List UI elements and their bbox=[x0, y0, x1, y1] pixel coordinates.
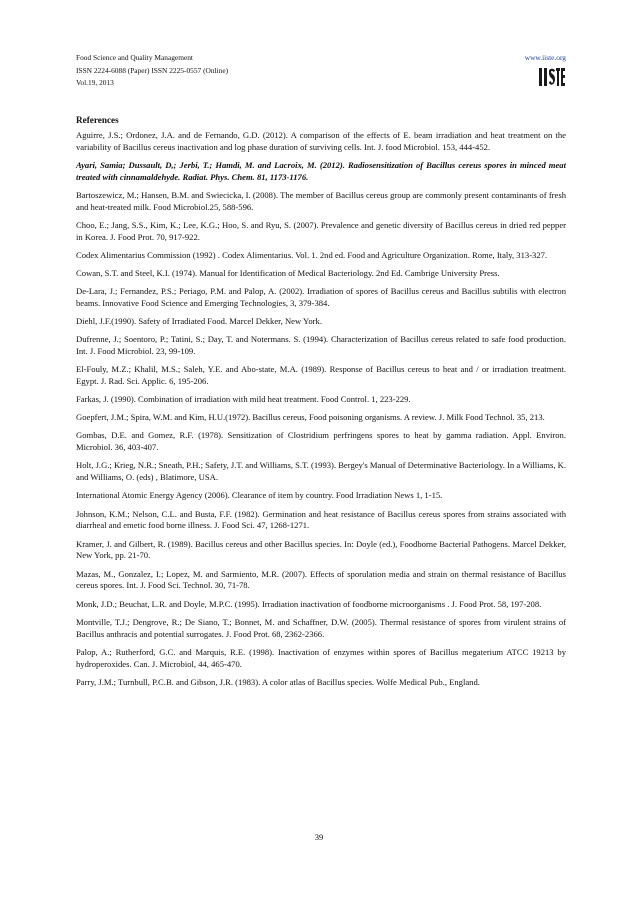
reference-item: International Atomic Energy Agency (2006). Clearance of item by country. Food Irradiation News 1, 1-15. bbox=[76, 490, 443, 501]
reference-item: Johnson, K.M.; Nelson, C.L. and Busta, F.F. (1982). Germination and heat resistance of Bacillus cereus spores from strains associated with diarrheal and emetic food borne illness. J. Food Sci. 47, 1268-1271. bbox=[76, 508, 566, 531]
reference-item: Gombas, D.E. and Gomez, R.F. (1978). Sensitization of Clostridium perfringens spores to heat by gamma radiation. Appl. Environ. Microbiol. 36, 403-407. bbox=[76, 430, 566, 453]
iiste-logo bbox=[537, 65, 566, 89]
reference-item: Parry, J.M.; Turnbull, P.C.B. and Gibson, J.R. (1983). A color atlas of Bacillus species. Wolfe Medical Pub., England. bbox=[76, 676, 480, 687]
journal-url[interactable]: www.iiste.org bbox=[524, 53, 566, 62]
reference-item: Holt, J.G.; Krieg, N.R.; Sneath, P.H.; Safety, J.T. and Williams, S.T. (1993). Bergey's Manual of Determinative Bacteriology. In a Williams, K. and Williams, O. (eds) , Blatimore, USA. bbox=[76, 460, 566, 483]
reference-item: Aguirre, J.S.; Ordonez, J.A. and de Fernando, G.D. (2012). A comparison of the effects of E. beam irradiation and heat treatment on the variability of Bacillus cereus inactivation and log phase duration of surviving cells. Int. J. food Microbiol. 153, 444-452. bbox=[76, 130, 566, 152]
reference-item: El-Fouly, M.Z.; Khalil, M.S.; Saleh, Y.E. and Abo-state, M.A. (1989). Response of Bacillus cereus to heat and / or irradiation treatment. Egypt. J. Rad. Sci. Applic. 6, 195-206. bbox=[76, 364, 566, 387]
reference-item: Palop, A.; Rutherford, G.C. and Marquis, R.E. (1998). Inactivation of enzymes within spores of Bacillus megaterium ATCC 19213 by hydroperoxides. Can. J. Microbiol, 44, 465-470. bbox=[76, 646, 566, 669]
reference-item: Kramer, J. and Gilbert, R. (1989). Bacillus cereus and other Bacillus species. In: Doyle (ed.), Foodborne Bacterial Pathogens. Marcel Dekker, New York, pp. 21-70. bbox=[76, 538, 566, 561]
issn-line: ISSN 2224-6088 (Paper) ISSN 2225-0557 (Online) bbox=[76, 65, 229, 75]
volume-line: Vol.19, 2013 bbox=[76, 78, 114, 87]
reference-item: Monk, J.D.; Beuchat, L.R. and Doyle, M.P.C. (1995). Irradiation inactivation of foodborne microorganisms . J. Food Prot. 58, 197-208. bbox=[76, 598, 542, 609]
reference-item: Diehl, J.F.(1990). Safety of Irradiated Food. Marcel Dekker, New York. bbox=[76, 316, 322, 327]
page-header bbox=[76, 52, 566, 90]
references-heading: References bbox=[76, 115, 119, 125]
reference-item: De-Lara, J.; Fernandez, P.S.; Periago, P.M. and Palop, A. (2002). Irradiation of spores of Bacillus cereus and Bacillus subtilis with electron beams. Innovative Food Science and Emerging Technologies, 3, 379-384. bbox=[76, 286, 566, 309]
reference-list bbox=[76, 130, 566, 695]
reference-item: Goepfert, J.M.; Spira, W.M. and Kim, H.U.(1972). Bacillus cereus, Food poisoning organisms. A review. J. Milk Food Technol. 35, 213. bbox=[76, 412, 545, 423]
reference-item: Montville, T.J.; Dengrove, R.; De Siano, T.; Bonnet, M. and Schaffner, D.W. (2005). Thermal resistance of spores from virulent strains of Bacillus anthracis and potential surrogates. J. Food Prot. 68, 2362-2366. bbox=[76, 616, 566, 639]
reference-item: Choo, E.; Jang, S.S., Kim, K.; Lee, K.G.; Hoo, S. and Ryu, S. (2007). Prevalence and genetic diversity of Bacillus cereus in dried red pepper in Korea. J. Food Prot. 70, 917-922. bbox=[76, 220, 566, 242]
journal-name: Food Science and Quality Management bbox=[76, 53, 193, 62]
reference-item: Codex Alimentarius Commission (1992) . Codex Alimentarius. Vol. 1. 2nd ed. Food and Agriculture Organization. Rome, Italy, 313-327. bbox=[76, 250, 548, 260]
reference-item: Ayari, Samia; Dussault, D,; Jerbi, T.; Hamdi, M. and Lacroix, M. (2012). Radiosensitization of Bacillus cereus spores in minced meat treated with cinnamaldehyde. Radiat. Phys. Chem. 81, 1173-1176. bbox=[76, 160, 566, 182]
reference-item: Mazas, M., Gonzalez, I.; Lopez, M. and Sarmiento, M.R. (2007). Effects of sporulation media and strain on thermal resistance of Bacillus cereus spores. Int. J. Food Sci. Technol. 30, 71-78. bbox=[76, 568, 566, 591]
reference-item: Farkas, J. (1990). Combination of irradiation with mild heat treatment. Food Control. 1, 223-229. bbox=[76, 394, 411, 405]
reference-item: Bartoszewicz, M.; Hansen, B.M. and Swiecicka, I. (2008). The member of Bacillus cereus group are commonly present contaminants of fresh and heat-treated milk. Food Microbiol.25, 588-596. bbox=[76, 190, 566, 212]
reference-item: Cowan, S.T. and Steel, K.I. (1974). Manual for Identification of Medical Bacteriology. 2nd Ed. Cambrige University Press. bbox=[76, 268, 500, 279]
page-number: 39 bbox=[314, 832, 324, 842]
reference-item: Dufrenne, J.; Soentoro, P.; Tatini, S.; Day, T. and Notermans. S. (1994). Characterization of Bacillus cereus related to safe food production. Int. J. Food Microbiol. 23, 99-109. bbox=[76, 334, 566, 357]
